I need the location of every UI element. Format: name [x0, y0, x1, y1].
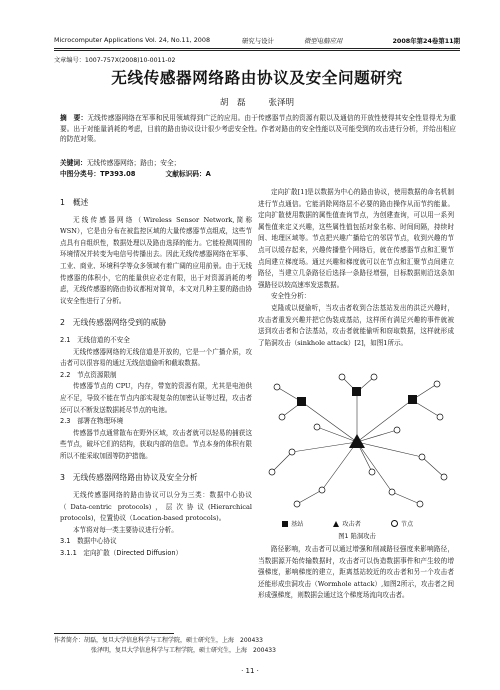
section-heading: 3 无线传感器网络路由协议及安全分析: [60, 473, 198, 483]
legend-item: 攻击者: [333, 519, 375, 528]
article-number: 文章编号：1007-757X(2008)10-0011-02: [54, 57, 176, 64]
keywords-text: 无线传感器网络；路由；安全；: [86, 159, 181, 167]
journal-name: Microcomputer Applications Vol. 24, No.11, 2008: [54, 36, 211, 44]
doc-code-value: A: [205, 170, 211, 178]
paragraph: 安全性分析：: [271, 292, 311, 301]
clc-label: 中图分类号：: [60, 170, 101, 178]
right-column: [258, 187, 454, 349]
circle-icon: [391, 520, 398, 527]
author-name: 张泽明: [268, 98, 295, 108]
triangle-icon: [333, 521, 339, 527]
classification: [60, 168, 440, 178]
paragraph: 传感器节点的 CPU，内存，带宽的资源有限，尤其是电池供应不足，导致不能在节点内部实现复杂的加密认证等过程，攻击者还可以不断发送数据耗尽节点的电池。: [60, 382, 252, 414]
legend-item: 基站: [282, 519, 317, 528]
figure-legend: [282, 519, 452, 528]
subsection-heading: 3.1 数据中心协议: [60, 537, 117, 546]
abstract-text: 无线传感器网络在军事和民用领域得到广泛的应用。由于传感器节点的资源有限以及通信的开放性使得其安全性显得尤为重要。出于对能量消耗的考虑，目前的路由协议设计很少考虑安全性。作者对路由的安全性能以及可能受到的攻击进行分析，并给出相应的防范对策。: [60, 114, 457, 143]
left-column: [60, 187, 252, 560]
abstract: [60, 113, 456, 145]
author-name: 胡 磊: [219, 98, 246, 108]
paragraph: 无线传感器网络的无线信道是开放的，它是一个广播介质，攻击者可以很容易的通过无线信道偷听和截取数据。: [60, 347, 252, 368]
footnote-line: 作者简介：胡磊，复旦大学信息科学与工程学院，硕士研究生，上海 200433: [54, 637, 263, 644]
journal-name-cn: 微型电脑应用: [304, 37, 343, 45]
header-rule-thin: [54, 50, 460, 51]
section-name: 研究与设计: [242, 37, 274, 45]
paragraph: 无线传感器网络（Wireless Sensor Network,简称 WSN），它是由分布在被监控区域的大量传感器节点组成，这些节点具有自组织性，数据处理以及路由选择的能力。它能检测周围的环境情况并转变为电信号传播出去。因此无线传感器网络在军事、工业、商业、环境科学等众多领域有着广阔的应用前景。由于无线传感器的体积小，它的能量供应必定有限，出于对资源消耗的考虑，无线传感器的路由协议都相对简单，本文对几种主要的路由协议安全性进行了分析。: [60, 215, 252, 305]
footnote-rule: [54, 633, 174, 634]
abstract-label: 摘 要：: [60, 114, 88, 122]
author-list: [54, 96, 460, 108]
footnote-line: 张泽明，复旦大学信息科学与工程学院，硕士研究生，上海 200433: [91, 647, 276, 654]
keywords: [60, 157, 180, 167]
article-title: 无线传感器网络路由协议及安全问题研究: [111, 69, 403, 87]
clc-value: TP393.08: [100, 170, 136, 178]
base-station-marker: [408, 395, 417, 404]
header-rule: [54, 48, 460, 49]
section-heading: 2 无线传感器网络受到的威胁: [60, 318, 167, 328]
square-icon: [282, 521, 288, 527]
sinkhole-attack-figure: [262, 372, 452, 512]
paragraph: 路径影响，攻击者可以通过增强和削减路径强度来影响路径，当数据源开始传输数据时，攻击者可以伪造数据事件和产生较的增强梯度，影响梯度的建立，距离基站较近的攻击者和另一个攻击者还能形成虫洞攻击（Wormhole attack）,如图2所示，攻击者之间形成强梯度，则数据会通过这个梯度场流向攻击者。: [258, 545, 454, 600]
attacker-marker: [349, 434, 365, 448]
figure-caption: 图1 陷洞攻击: [338, 533, 376, 540]
subsection-heading: 2.3 部署在物理环境: [60, 417, 124, 426]
paragraph: 克隆或以便偷听，当攻击者收到合法基站发出的洪泛兴趣时，攻击者重发兴趣并把它伪装成基站，这样所有满足兴趣的事件就被送到攻击者和合法基站，攻击者就能偷听和窃取数据，这样就形成了陷洞攻击（sinkhole attack）[2]，如图1所示。: [258, 303, 454, 347]
subsection-heading: 2.1 无线信道的不安全: [60, 335, 130, 344]
paragraph: 定向扩散[1]是以数据为中心的路由协议，使用数据的命名机制进行节点通信。它能消除网络层不必要的路由操作从而节约能量。定向扩散使用数据的属性值查询节点，为创建查询，可以用一系列属性值来定义兴趣，这些属性值包括对象名称、时间间隔，持续时间、地理区域等。节点把兴趣广播给它的邻居节点，收到兴趣的节点可以缓存起来，兴趣传播整个网络后，就在传感器节点和汇聚节点间建立梯度场。通过兴趣和梯度就可以在节点和汇聚节点间建立路径，当建立几条路径后选择一条路径增强，目标数据则沿这条加强路径以较高速率发送数据。: [258, 188, 454, 289]
paragraph: 本节将对每一类主要协议进行分析。: [73, 525, 178, 534]
subsection-heading: 3.1.1 定向扩散（Directed Diffusion）: [60, 549, 183, 558]
issue-info: 2008年第24卷第11期: [392, 37, 460, 45]
keywords-label: 关键词：: [60, 159, 87, 167]
base-station-marker: [352, 387, 361, 396]
right-column-bottom: [258, 544, 454, 602]
base-station-marker: [297, 397, 306, 406]
paragraph: 传感器节点通常散布在野外区域，攻击者就可以轻易的捕获这些节点，破坏它们的结构，获取内部的信息。节点本身的体积有限所以不能采取加固等防护措施。: [60, 428, 252, 460]
section-heading: 1 概述: [60, 198, 89, 207]
subsection-heading: 2.2 节点资源限制: [60, 370, 117, 379]
doc-code-label: 文献标识码：: [165, 170, 206, 178]
legend-item: 节点: [391, 519, 427, 528]
author-footnote: [54, 636, 276, 656]
page-number: · 11 ·: [241, 667, 259, 675]
paragraph: 无线传感器网络的路由协议可以分为三类：数据中心协议（Data-centric protocols)，层次协议(Hierarchical protocols)，位置协议（Location-based protocols)。: [60, 491, 252, 523]
running-header: [54, 36, 460, 48]
